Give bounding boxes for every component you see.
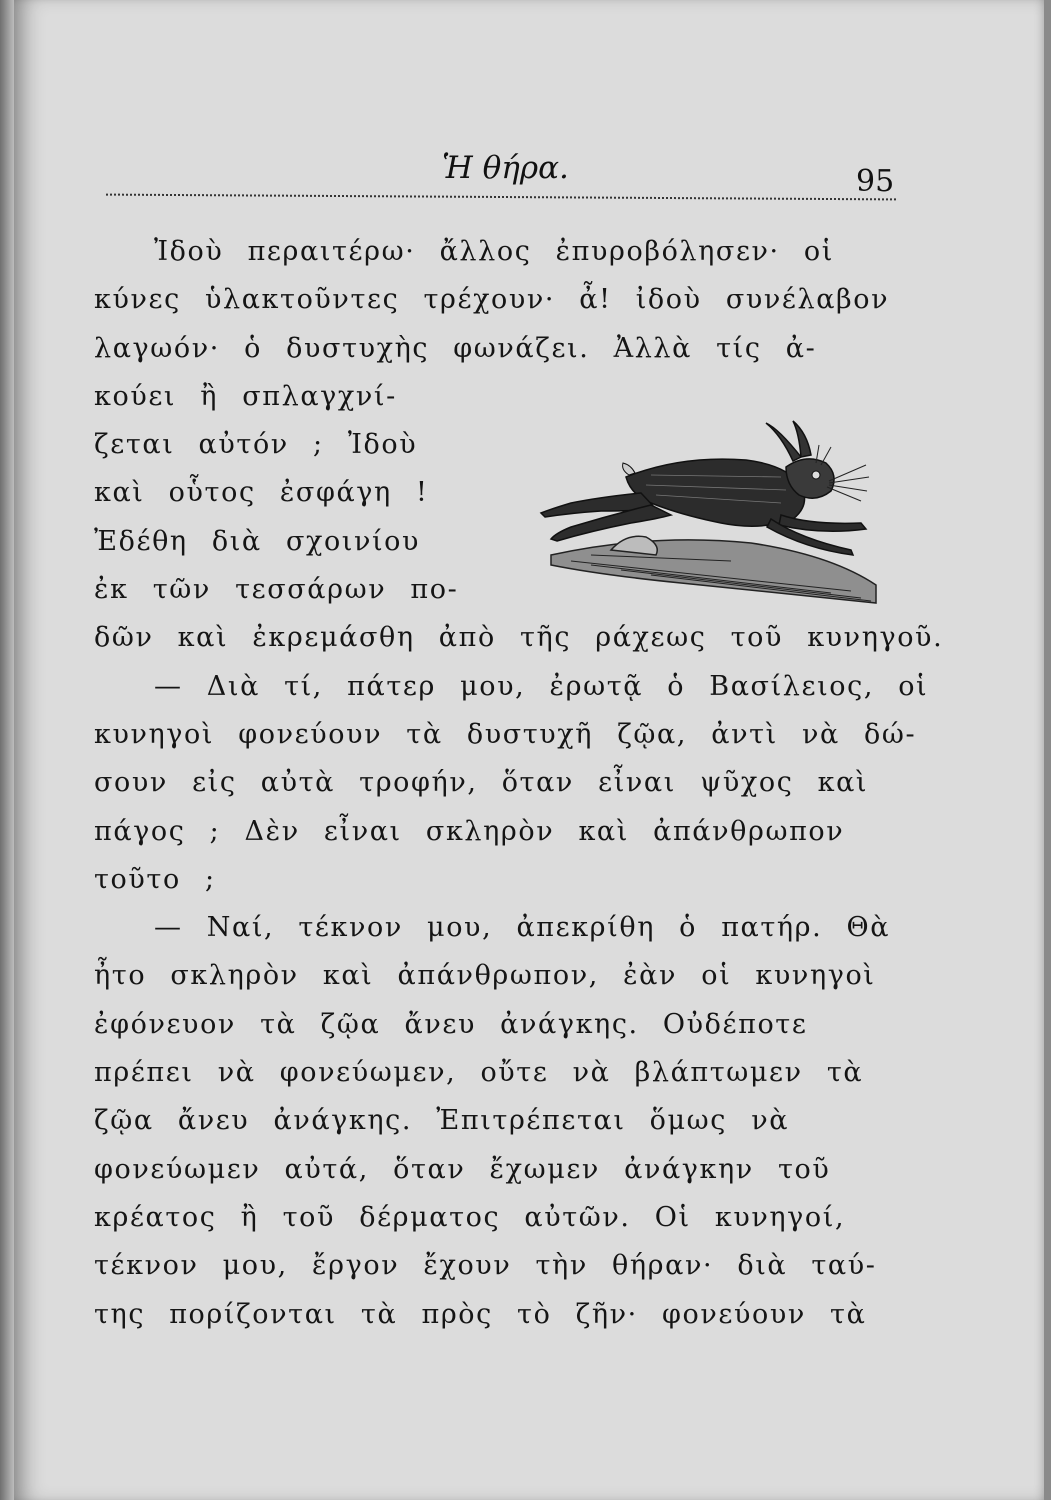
text-line: τοῦτο ; [94, 863, 216, 895]
text-line: Ἐδέθη διὰ σχοινίου [94, 525, 421, 557]
text-line: κούει ἢ σπλαγχνί- [94, 380, 397, 412]
text-line: λαγωόν· ὁ δυστυχὴς φωνάζει. Ἀλλὰ τίς ἀ- [94, 332, 817, 364]
text-line: της πορίζονται τὰ πρὸς τὸ ζῆν· φονεύουν τὰ [94, 1298, 867, 1330]
text-line: ζεται αὐτόν ; Ἰδοὺ [94, 429, 418, 461]
book-gutter [0, 0, 14, 1500]
text-line: πάγος ; Δὲν εἶναι σκληρὸν καὶ ἀπάνθρωπον [94, 815, 845, 847]
text-line: κύνες ὑλακτοῦντες τρέχουν· ἆ! ἰδοὺ συνέλαβον [94, 284, 890, 316]
text-line: — Διὰ τί, πάτερ μου, ἐρωτᾷ ὁ Βασίλειος, οἱ [154, 670, 929, 702]
text-line: ἐφόνευον τὰ ζῷα ἄνευ ἀνάγκης. Οὐδέποτε [94, 1008, 808, 1040]
header-divider [106, 194, 896, 201]
body-text [94, 228, 944, 1339]
page-number: 95 [856, 164, 895, 199]
book-page [14, 0, 1044, 1500]
text-line: Ἰδοὺ περαιτέρω· ἄλλος ἐπυροβόλησεν· οἱ [154, 236, 834, 267]
text-line: σουν εἰς αὐτὰ τροφήν, ὅταν εἶναι ψῦχος καὶ [94, 767, 869, 799]
running-title: Ἡ θήρα. [442, 150, 569, 186]
text-line: κυνηγοὶ φονεύουν τὰ δυστυχῆ ζῷα, ἀντὶ νὰ δώ- [94, 718, 917, 750]
text-line: — Ναί, τέκνον μου, ἀπεκρίθη ὁ πατήρ. Θὰ [154, 912, 891, 944]
text-line: φονεύωμεν αὐτά, ὅταν ἔχωμεν ἀνάγκην τοῦ [94, 1153, 831, 1185]
text-line: ἦτο σκληρὸν καὶ ἀπάνθρωπον, ἐὰν οἱ κυνηγοὶ [94, 960, 876, 992]
text-line: ἐκ τῶν τεσσάρων πο- [94, 574, 459, 606]
text-line: δῶν καὶ ἐκρεμάσθη ἀπὸ τῆς ράχεως τοῦ κυνηγοῦ. [94, 622, 944, 654]
text-line: ζῷα ἄνευ ἀνάγκης. Ἐπιτρέπεται ὅμως νὰ [94, 1105, 790, 1137]
text-line: κρέατος ἢ τοῦ δέρματος αὐτῶν. Οἱ κυνηγοί, [94, 1201, 846, 1233]
text-line: καὶ οὗτος ἐσφάγη ! [94, 477, 429, 509]
text-line: τέκνον μου, ἔργον ἔχουν τὴν θήραν· διὰ ταύ- [94, 1250, 877, 1282]
text-line: πρέπει νὰ φονεύωμεν, οὔτε νὰ βλάπτωμεν τὰ [94, 1057, 864, 1089]
